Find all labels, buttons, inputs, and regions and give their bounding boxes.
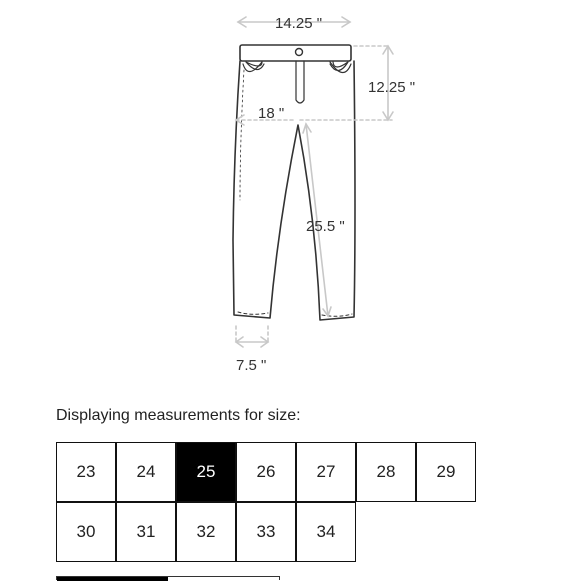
size-option[interactable]: 28 [356,442,416,502]
bottom-toggle-button[interactable] [56,576,280,580]
size-option[interactable]: 31 [116,502,176,562]
inseam-measurement: 25.5 " [306,218,345,235]
size-option[interactable]: 32 [176,502,236,562]
bottom-toggle-active-segment [57,577,168,581]
size-option[interactable]: 30 [56,502,116,562]
button-icon [296,49,303,56]
leg-opening-measurement: 7.5 " [236,357,267,374]
hip-measurement: 18 " [258,105,285,122]
size-caption: Displaying measurements for size: [56,407,301,424]
size-option[interactable]: 34 [296,502,356,562]
size-option[interactable]: 26 [236,442,296,502]
rise-measurement: 12.25 " [368,79,416,96]
size-option[interactable]: 24 [116,442,176,502]
size-option[interactable]: 25 [176,442,236,502]
fly-seam [296,61,304,103]
pants-outline [233,61,355,320]
waist-measurement: 14.25 " [275,15,323,32]
size-option[interactable]: 33 [236,502,296,562]
size-option[interactable]: 27 [296,442,356,502]
size-option[interactable]: 23 [56,442,116,502]
size-option[interactable]: 29 [416,442,476,502]
